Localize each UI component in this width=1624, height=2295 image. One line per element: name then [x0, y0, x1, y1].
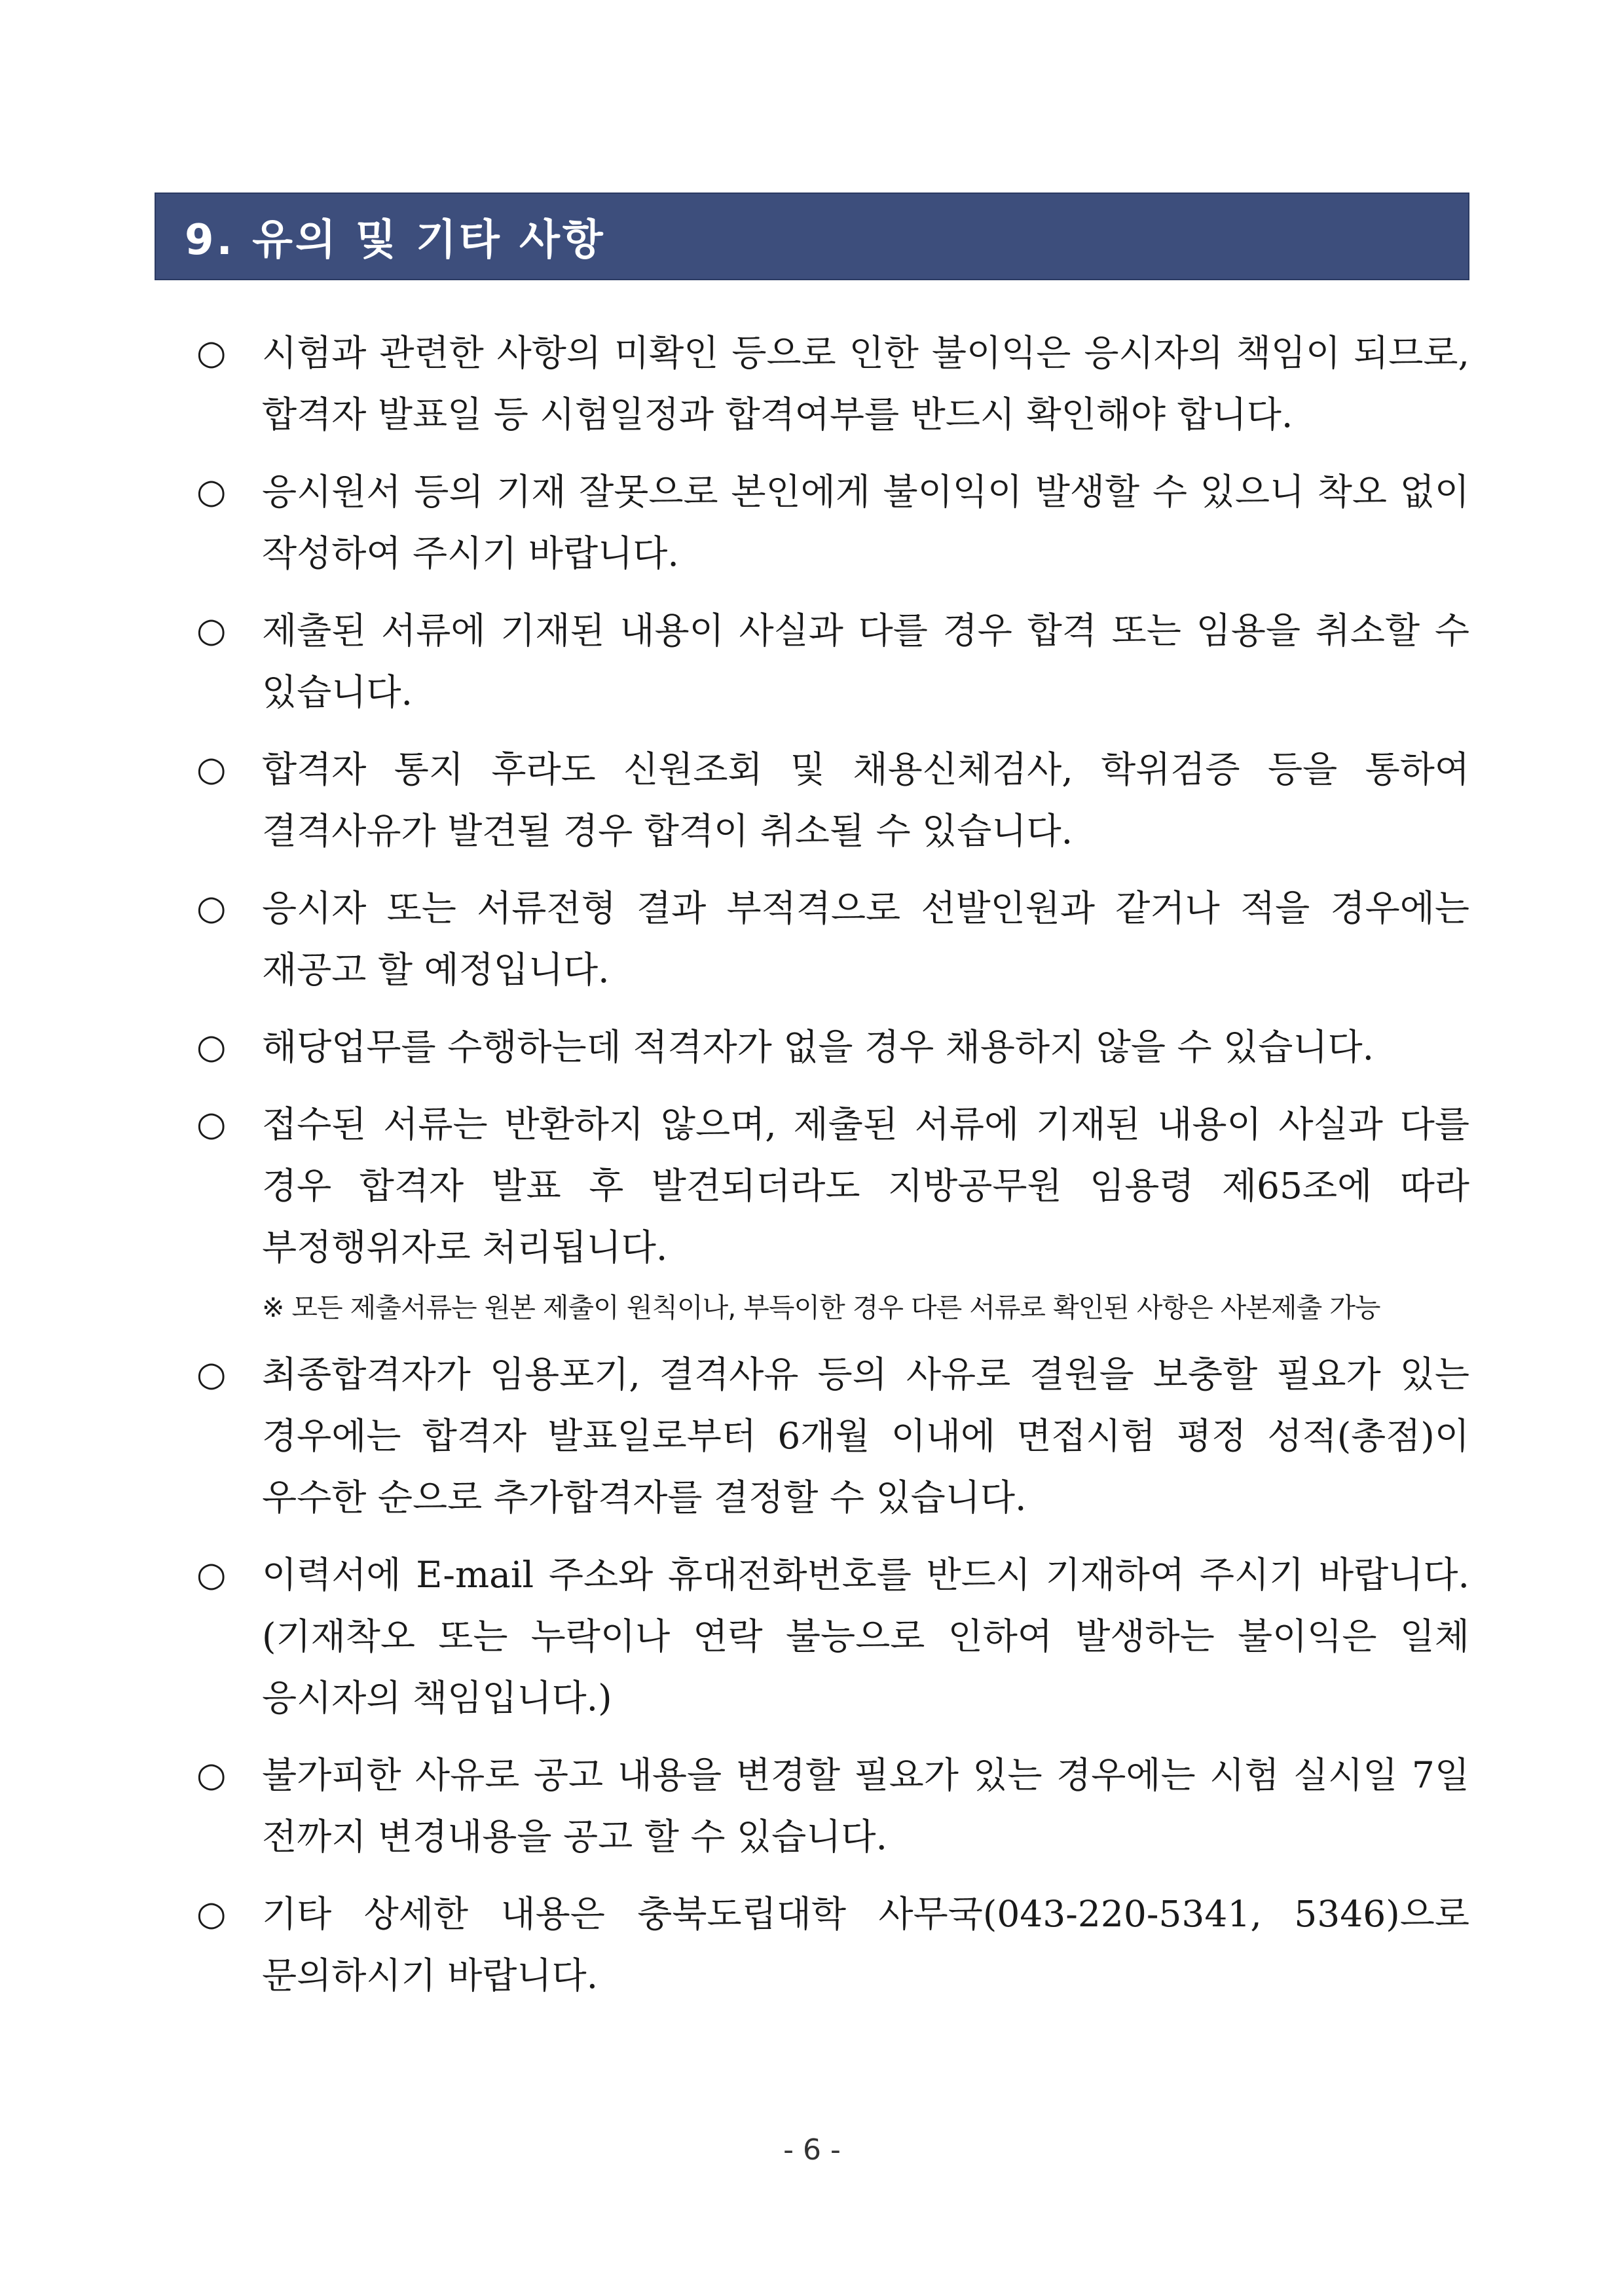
notice-item-text: 이력서에 E-mail 주소와 휴대전화번호를 반드시 기재하여 주시기 바랍니다. (기재착오 또는 누락이나 연락 불능으로 인하여 발생하는 불이익은 일체 응시자의 책임입니다.) [262, 1554, 1469, 1719]
section-header [155, 193, 1469, 280]
notice-item-text: 응시자 또는 서류전형 결과 부적격으로 선발인원과 같거나 적을 경우에는 재공고 할 예정입니다. [262, 887, 1469, 991]
notice-item-text: 응시원서 등의 기재 잘못으로 본인에게 불이익이 발생할 수 있으니 착오 없이 작성하여 주시기 바랍니다. [262, 471, 1469, 574]
notice-item [196, 1093, 1469, 1278]
circle-bullet-icon: ○ [196, 1027, 227, 1067]
notice-item [196, 600, 1469, 723]
notice-item-text: 합격자 통지 후라도 신원조회 및 채용신체검사, 학위검증 등을 통하여 결격사유가 발견될 경우 합격이 취소될 수 있습니다. [262, 748, 1469, 852]
notice-item [196, 1344, 1469, 1528]
footnote: ※ 모든 제출서류는 원본 제출이 원칙이나, 부득이한 경우 다른 서류로 확인된 사항은 사본제출 가능 [262, 1292, 1380, 1323]
circle-bullet-icon: ○ [196, 1755, 227, 1795]
notice-item [196, 461, 1469, 584]
notice-item [196, 1744, 1469, 1867]
page-number: - 6 - [783, 2133, 841, 2167]
circle-bullet-icon: ○ [196, 750, 227, 789]
notice-item [196, 877, 1469, 1001]
circle-bullet-icon: ○ [196, 889, 227, 928]
circle-bullet-icon: ○ [196, 1555, 227, 1594]
notice-item [196, 1544, 1469, 1729]
notice-item [196, 1883, 1469, 2006]
notice-item [196, 739, 1469, 862]
notice-item-text: 접수된 서류는 반환하지 않으며, 제출된 서류에 기재된 내용이 사실과 다를 경우 합격자 발표 후 발견되더라도 지방공무원 임용령 제65조에 따라 부정행위자로 처리됩니다. [262, 1103, 1469, 1268]
circle-bullet-icon: ○ [196, 333, 227, 373]
circle-bullet-icon: ○ [196, 611, 227, 650]
notice-item-text: 해당업무를 수행하는데 적격자가 없을 경우 채용하지 않을 수 있습니다. [262, 1026, 1375, 1068]
notice-item [196, 1016, 1469, 1078]
notice-item [196, 322, 1469, 445]
notice-item-text: 제출된 서류에 기재된 내용이 사실과 다를 경우 합격 또는 임용을 취소할 수 있습니다. [262, 610, 1469, 713]
notice-item-text: 불가피한 사유로 공고 내용을 변경할 필요가 있는 경우에는 시험 실시일 7일 전까지 변경내용을 공고 할 수 있습니다. [262, 1754, 1469, 1858]
circle-bullet-icon: ○ [196, 472, 227, 511]
notice-item-text: 시험과 관련한 사항의 미확인 등으로 인한 불이익은 응시자의 책임이 되므로, 합격자 발표일 등 시험일정과 합격여부를 반드시 확인해야 합니다. [262, 332, 1469, 435]
circle-bullet-icon: ○ [196, 1355, 227, 1394]
notice-item-text: 최종합격자가 임용포기, 결격사유 등의 사유로 결원을 보충할 필요가 있는 경우에는 합격자 발표일로부터 6개월 이내에 면접시험 평정 성적(총점)이 우수한 순으로 추가합격자를 결정할 수 있습니다. [262, 1353, 1469, 1518]
section-title: 9. 유의 및 기타 사항 [185, 216, 606, 265]
circle-bullet-icon: ○ [196, 1894, 227, 1934]
circle-bullet-icon: ○ [196, 1105, 227, 1144]
notice-list [196, 322, 1469, 2022]
notice-item-text: 기타 상세한 내용은 충북도립대학 사무국(043-220-5341, 5346)으로 문의하시기 바랍니다. [262, 1893, 1469, 1996]
